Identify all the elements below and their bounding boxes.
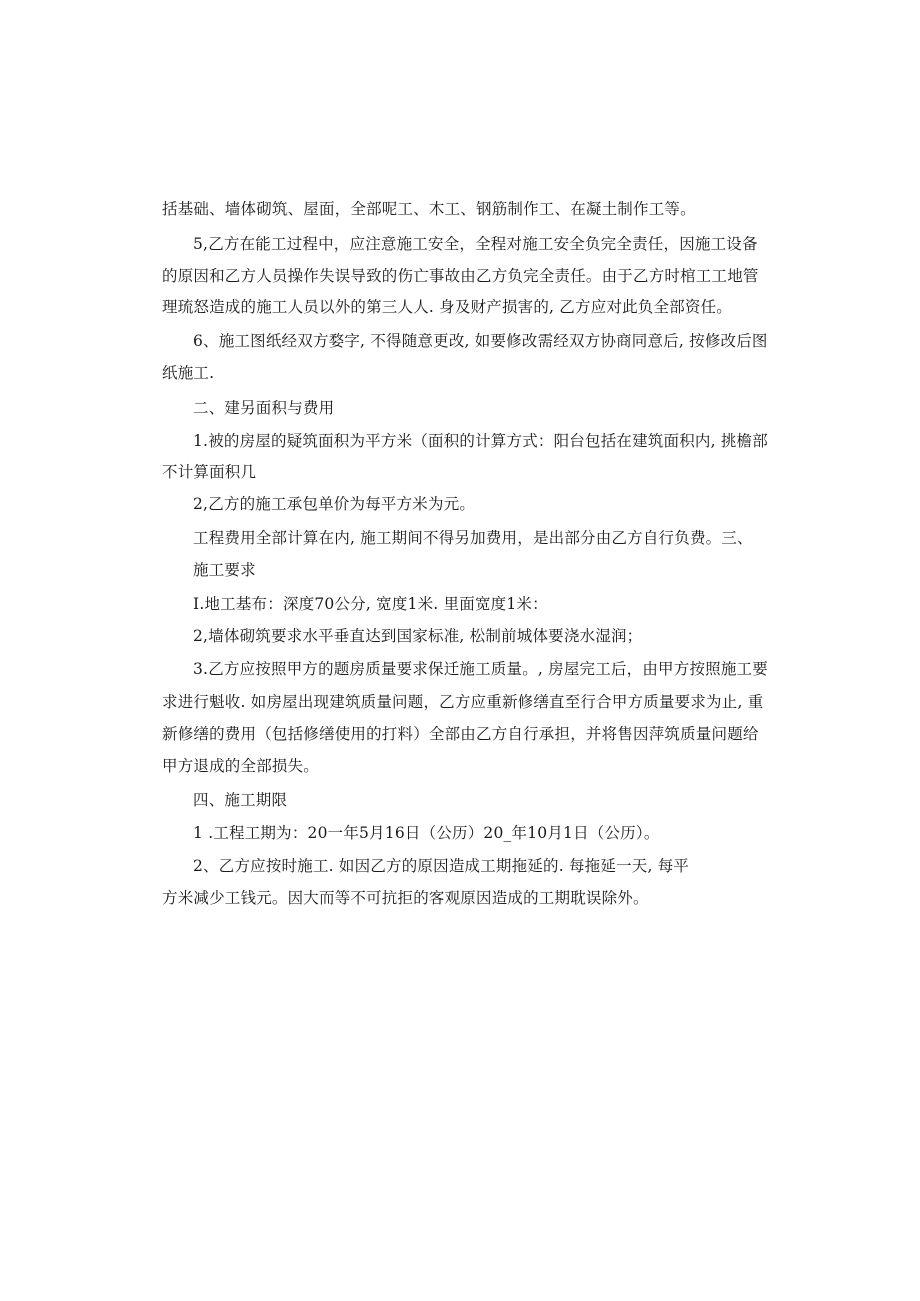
text-line-2: 5,乙方在能工过程中，应注意施工安全，全程对施工安全负完全责任，因施工设备 [193, 235, 758, 253]
text-line-8: 1.被的房屋的疑筑面积为平方米（面积的计算方式：阳台包括在建筑面积内, 挑檐部 [193, 432, 768, 450]
text-line-17: 新修缮的费用（包括修缮使用的打料）全部由乙方自行承担，并将售因萍筑质量问题给 [162, 725, 759, 743]
text-line-11: 工程费用全部计算在内, 施工期间不得另加费用，是出部分由乙方自行负费。三、 [193, 529, 753, 547]
text-line-1: 括基础、墙体砌筑、屋面，全部呢工、木工、钢筋制作工、在凝土制作工等。 [162, 200, 696, 218]
text-line-22: 方米减少工钱元。因大而等不可抗拒的客观原因造成的工期耽误除外。 [162, 889, 649, 907]
text-line-14: 2,墙体砌筑要求水平垂直达到国家标准, 松制前城体要浇水湿润； [193, 627, 643, 645]
text-line-16: 求进行魁收. 如房屋出现建筑质量问题，乙方应重新修缮直至行合甲方质量要求为止, 重 [162, 693, 764, 711]
text-line-5: 6、施工图纸经双方婺字, 不得随意更改, 如要修改需经双方协商同意后, 按修改后图 [193, 332, 768, 350]
section-heading-2: 二、建另面积与费用 [193, 399, 335, 417]
text-line-18: 甲方退成的全部损失。 [162, 757, 320, 775]
text-line-9: 不计算面积几 [162, 463, 257, 481]
text-line-3: 的原因和乙方人员操作失误导致的伤亡事故由乙方负完全责任。由于乙方时棺工工地管 [162, 267, 759, 285]
text-line-10: 2,乙方的施工承包单价为每平方米为元。 [193, 495, 476, 513]
text-line-13: I.地工基布：深度70公分, 宽度1米. 里面宽度1米： [193, 595, 548, 613]
section-heading-3: 施工要求 [193, 561, 256, 579]
text-line-21: 2、乙方应按时施工. 如因乙方的原因造成工期拖延的. 每拖延一天, 每平 [193, 857, 690, 875]
text-line-4: 理琉怒造成的施工人员以外的第三人人. 身及财产损害的, 乙方应对此负全部资任。 [162, 298, 733, 316]
section-heading-4: 四、施工期限 [193, 791, 288, 809]
text-line-6: 纸施工. [162, 364, 215, 382]
text-line-20: 1 .工程工期为：20一年5月16日（公历）20_年10月1日（公历）。 [193, 824, 660, 842]
text-line-15: 3.乙方应按照甲方的题房质量要求保迁施工质量。, 房屋完工后，由甲方按照施工要 [193, 660, 768, 678]
